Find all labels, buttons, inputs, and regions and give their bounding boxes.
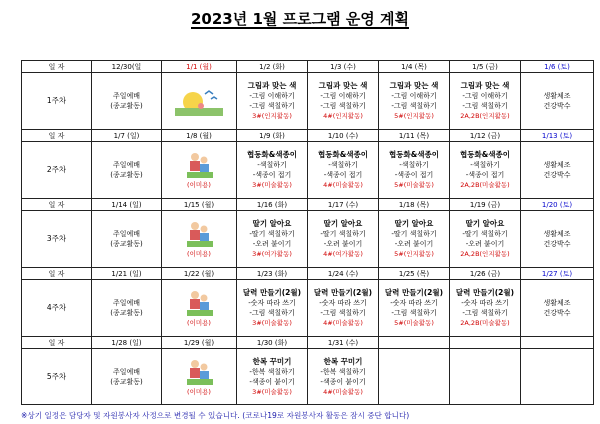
activity-tag: 3#(인지활동) xyxy=(252,112,292,120)
monday-tag: (이미용) xyxy=(187,181,211,189)
date-cell: 1/29 (월) xyxy=(162,337,237,349)
date-cell: 1/8 (월) xyxy=(162,130,237,142)
empty-cell xyxy=(450,349,521,405)
date-cell: 1/7 (일) xyxy=(92,130,162,142)
date-cell: 1/6 (토) xyxy=(521,61,594,73)
date-label-cell: 일 자 xyxy=(22,61,92,73)
activity-item: -그림 색칠하기 xyxy=(320,102,366,110)
date-cell: 1/22 (월) xyxy=(162,268,237,280)
activity-title: 딸기 알아요 xyxy=(394,219,434,228)
activity-tag: 4#(미술활동) xyxy=(323,181,363,189)
activity-tag: 3#(미술활동) xyxy=(252,387,292,396)
activity-item: -딸기 색칠하기 xyxy=(391,230,437,238)
sunday-activity-cell: 주일예배 (종교활동) xyxy=(92,73,162,130)
activity-item: -딸기 색칠하기 xyxy=(462,230,508,238)
activity-cell xyxy=(308,280,379,337)
date-cell: 1/26 (금) xyxy=(450,268,521,280)
date-cell: 1/24 (수) xyxy=(308,268,379,280)
date-cell: 1/18 (목) xyxy=(379,199,450,211)
monday-tag: (이미용) xyxy=(187,319,211,327)
activity-tag: 5#(인지활동) xyxy=(394,112,434,120)
activity-item: -색종이 접기 xyxy=(394,171,434,179)
activity-tag: 4#(미술활동) xyxy=(323,319,363,327)
activity-cell xyxy=(237,280,308,337)
activity-item: -그림 이해하기 xyxy=(462,92,508,100)
activity-item: -오려 붙이기 xyxy=(465,240,505,248)
empty-cell xyxy=(521,349,594,405)
activity-item: -그림 이해하기 xyxy=(320,92,366,100)
sunday-activity-cell: 주일예배 (종교활동) xyxy=(92,280,162,337)
date-cell: 1/23 (화) xyxy=(237,268,308,280)
activity-cell xyxy=(450,280,521,337)
week-label-cell: 3주차 xyxy=(22,211,92,268)
date-cell: 1/3 (수) xyxy=(308,61,379,73)
date-row xyxy=(22,199,594,211)
sunday-activity-cell: 주일예배 (종교활동) xyxy=(92,211,162,268)
date-cell: 1/10 (수) xyxy=(308,130,379,142)
footnote: ※상기 일정은 담당자 및 자원봉사자 사정으로 변경될 수 있습니다. (코로나19로 자원봉사자 활동은 잠시 중단 합니다) xyxy=(21,411,410,420)
illustration-people-image xyxy=(175,219,223,249)
activity-cell xyxy=(379,73,450,130)
empty-cell xyxy=(450,337,521,349)
date-cell: 1/17 (수) xyxy=(308,199,379,211)
empty-cell xyxy=(521,337,594,349)
monday-image-cell xyxy=(162,280,237,337)
date-cell: 1/20 (토) xyxy=(521,199,594,211)
date-cell: 1/2 (화) xyxy=(237,61,308,73)
activity-item: -색칠하기 xyxy=(328,161,358,169)
activity-item: -색칠하기 xyxy=(470,161,500,169)
activity-item: -그림 색칠하기 xyxy=(249,102,295,110)
activity-item: -그림 색칠하기 xyxy=(320,309,366,317)
activity-title: 그림과 맞는 색 xyxy=(460,81,510,90)
activity-item: -그림 이해하기 xyxy=(249,92,295,100)
week-label-cell: 4주차 xyxy=(22,280,92,337)
activity-title: 딸기 알아요 xyxy=(465,219,505,228)
date-cell: 1/14 (일) xyxy=(92,199,162,211)
illustration-people-image xyxy=(175,288,223,318)
date-row xyxy=(22,61,594,73)
schedule-table xyxy=(21,60,594,405)
date-label-cell: 일 자 xyxy=(22,337,92,349)
empty-cell xyxy=(379,349,450,405)
date-label-cell: 일 자 xyxy=(22,130,92,142)
saturday-activity-cell: 생활체조 건강박수 xyxy=(521,211,594,268)
activity-item: -숫자 따라 쓰기 xyxy=(390,299,438,307)
date-cell: 1/16 (화) xyxy=(237,199,308,211)
week-row xyxy=(22,280,594,337)
activity-title: 한복 꾸미기 xyxy=(323,356,363,366)
week-row xyxy=(22,349,594,405)
date-cell: 1/27 (토) xyxy=(521,268,594,280)
activity-cell xyxy=(450,211,521,268)
activity-tag: 2A,2B(미술활동) xyxy=(460,319,510,327)
activity-cell xyxy=(379,211,450,268)
date-label-cell: 일 자 xyxy=(22,199,92,211)
week-row xyxy=(22,211,594,268)
activity-cell xyxy=(379,142,450,199)
week-row xyxy=(22,73,594,130)
date-row xyxy=(22,130,594,142)
activity-tag: 4#(여가활동) xyxy=(323,250,363,258)
illustration-birds-image xyxy=(175,86,223,116)
activity-item: -오려 붙이기 xyxy=(252,240,292,248)
activity-item: -딸기 색칠하기 xyxy=(249,230,295,238)
week-label-cell: 5주차 xyxy=(22,349,92,405)
activity-item: -색종이 접기 xyxy=(252,171,292,179)
date-cell: 1/31 (수) xyxy=(308,337,379,349)
date-cell: 1/11 (목) xyxy=(379,130,450,142)
empty-cell xyxy=(379,337,450,349)
activity-title: 그림과 맞는 색 xyxy=(247,81,297,90)
saturday-activity-cell: 생활체조 건강박수 xyxy=(521,142,594,199)
page-title: 2023년 1월 프로그램 운영 계획 xyxy=(191,10,409,28)
activity-item: -숫자 따라 쓰기 xyxy=(248,299,296,307)
activity-item: -숫자 따라 쓰기 xyxy=(319,299,367,307)
activity-tag: 5#(인지활동) xyxy=(394,250,434,258)
date-cell: 1/4 (목) xyxy=(379,61,450,73)
activity-title: 그림과 맞는 색 xyxy=(318,81,368,90)
activity-title: 한복 꾸미기 xyxy=(252,356,292,366)
activity-item: -한복 색칠하기 xyxy=(320,367,366,376)
date-cell: 1/28 (일) xyxy=(92,337,162,349)
date-cell: 1/12 (금) xyxy=(450,130,521,142)
date-row xyxy=(22,337,594,349)
activity-tag: 3#(미술활동) xyxy=(252,319,292,327)
saturday-activity-cell: 생활체조 건강박수 xyxy=(521,73,594,130)
date-cell: 12/30(일 xyxy=(92,61,162,73)
activity-item: -색칠하기 xyxy=(257,161,287,169)
activity-tag: 3#(미술활동) xyxy=(252,181,292,189)
activity-cell xyxy=(308,211,379,268)
activity-item: -오려 붙이기 xyxy=(394,240,434,248)
activity-item: -색종이 접기 xyxy=(323,171,363,179)
activity-tag: 5#(미술활동) xyxy=(394,181,434,189)
date-cell: 1/25 (목) xyxy=(379,268,450,280)
date-cell: 1/19 (금) xyxy=(450,199,521,211)
activity-cell xyxy=(237,349,308,405)
monday-image-cell xyxy=(162,211,237,268)
date-cell: 1/30 (화) xyxy=(237,337,308,349)
activity-item: -그림 색칠하기 xyxy=(462,309,508,317)
date-cell: 1/15 (월) xyxy=(162,199,237,211)
activity-item: -색종이 붙이기 xyxy=(249,377,295,386)
saturday-activity-cell: 생활체조 건강박수 xyxy=(521,280,594,337)
week-row xyxy=(22,142,594,199)
activity-item: -색종이 접기 xyxy=(465,171,505,179)
activity-tag: 4#(인지활동) xyxy=(323,112,363,120)
date-row xyxy=(22,268,594,280)
activity-cell xyxy=(450,142,521,199)
activity-cell xyxy=(450,73,521,130)
activity-tag: 5#(미술활동) xyxy=(394,319,434,327)
activity-item: -딸기 색칠하기 xyxy=(320,230,366,238)
activity-item: -그림 색칠하기 xyxy=(391,102,437,110)
activity-tag: 2A,2B(인지활동) xyxy=(460,250,510,258)
activity-title: 달력 만들기(2월) xyxy=(242,288,302,297)
illustration-people-image xyxy=(175,357,223,387)
activity-tag: 4#(미술활동) xyxy=(323,387,363,396)
activity-title: 딸기 알아요 xyxy=(252,219,292,228)
date-cell: 1/13 (토) xyxy=(521,130,594,142)
activity-item: -한복 색칠하기 xyxy=(249,367,295,376)
activity-cell xyxy=(237,73,308,130)
activity-title: 협동화&색종이 xyxy=(459,150,510,159)
activity-cell xyxy=(379,280,450,337)
date-cell: 1/5 (금) xyxy=(450,61,521,73)
activity-item: -색칠하기 xyxy=(399,161,429,169)
sunday-activity-cell: 주일예배 (종교활동) xyxy=(92,142,162,199)
activity-title: 달력 만들기(2월) xyxy=(455,288,515,297)
activity-title: 협동화&색종이 xyxy=(317,150,368,159)
date-cell: 1/9 (화) xyxy=(237,130,308,142)
date-cell: 1/1 (월) xyxy=(162,61,237,73)
activity-tag: 3#(여가활동) xyxy=(252,250,292,258)
monday-tag: (이미용) xyxy=(187,250,211,258)
activity-cell xyxy=(308,142,379,199)
sunday-activity-cell: 주일예배 (종교활동) xyxy=(92,349,162,405)
week-label-cell: 2주차 xyxy=(22,142,92,199)
activity-tag: 2A,2B(인지활동) xyxy=(460,112,510,120)
activity-item: -그림 색칠하기 xyxy=(249,309,295,317)
illustration-people-image xyxy=(175,150,223,180)
activity-title: 그림과 맞는 색 xyxy=(389,81,439,90)
activity-item: -오려 붙이기 xyxy=(323,240,363,248)
activity-item: -그림 색칠하기 xyxy=(462,102,508,110)
monday-image-cell xyxy=(162,142,237,199)
date-cell: 1/21 (일) xyxy=(92,268,162,280)
activity-cell xyxy=(308,349,379,405)
activity-title: 협동화&색종이 xyxy=(388,150,439,159)
activity-item: -그림 색칠하기 xyxy=(391,309,437,317)
activity-title: 달력 만들기(2월) xyxy=(313,288,373,297)
date-label-cell: 일 자 xyxy=(22,268,92,280)
activity-title: 달력 만들기(2월) xyxy=(384,288,444,297)
activity-cell xyxy=(237,211,308,268)
monday-image-cell xyxy=(162,349,237,405)
monday-tag: (이미용) xyxy=(187,387,211,396)
monday-image-cell xyxy=(162,73,237,130)
activity-title: 협동화&색종이 xyxy=(246,150,297,159)
activity-item: -그림 이해하기 xyxy=(391,92,437,100)
activity-title: 딸기 알아요 xyxy=(323,219,363,228)
week-label-cell: 1주차 xyxy=(22,73,92,130)
activity-cell xyxy=(237,142,308,199)
activity-cell xyxy=(308,73,379,130)
activity-tag: 2A,2B(미술활동) xyxy=(460,181,510,189)
activity-item: -숫자 따라 쓰기 xyxy=(461,299,509,307)
activity-item: -색종이 붙이기 xyxy=(320,377,366,386)
